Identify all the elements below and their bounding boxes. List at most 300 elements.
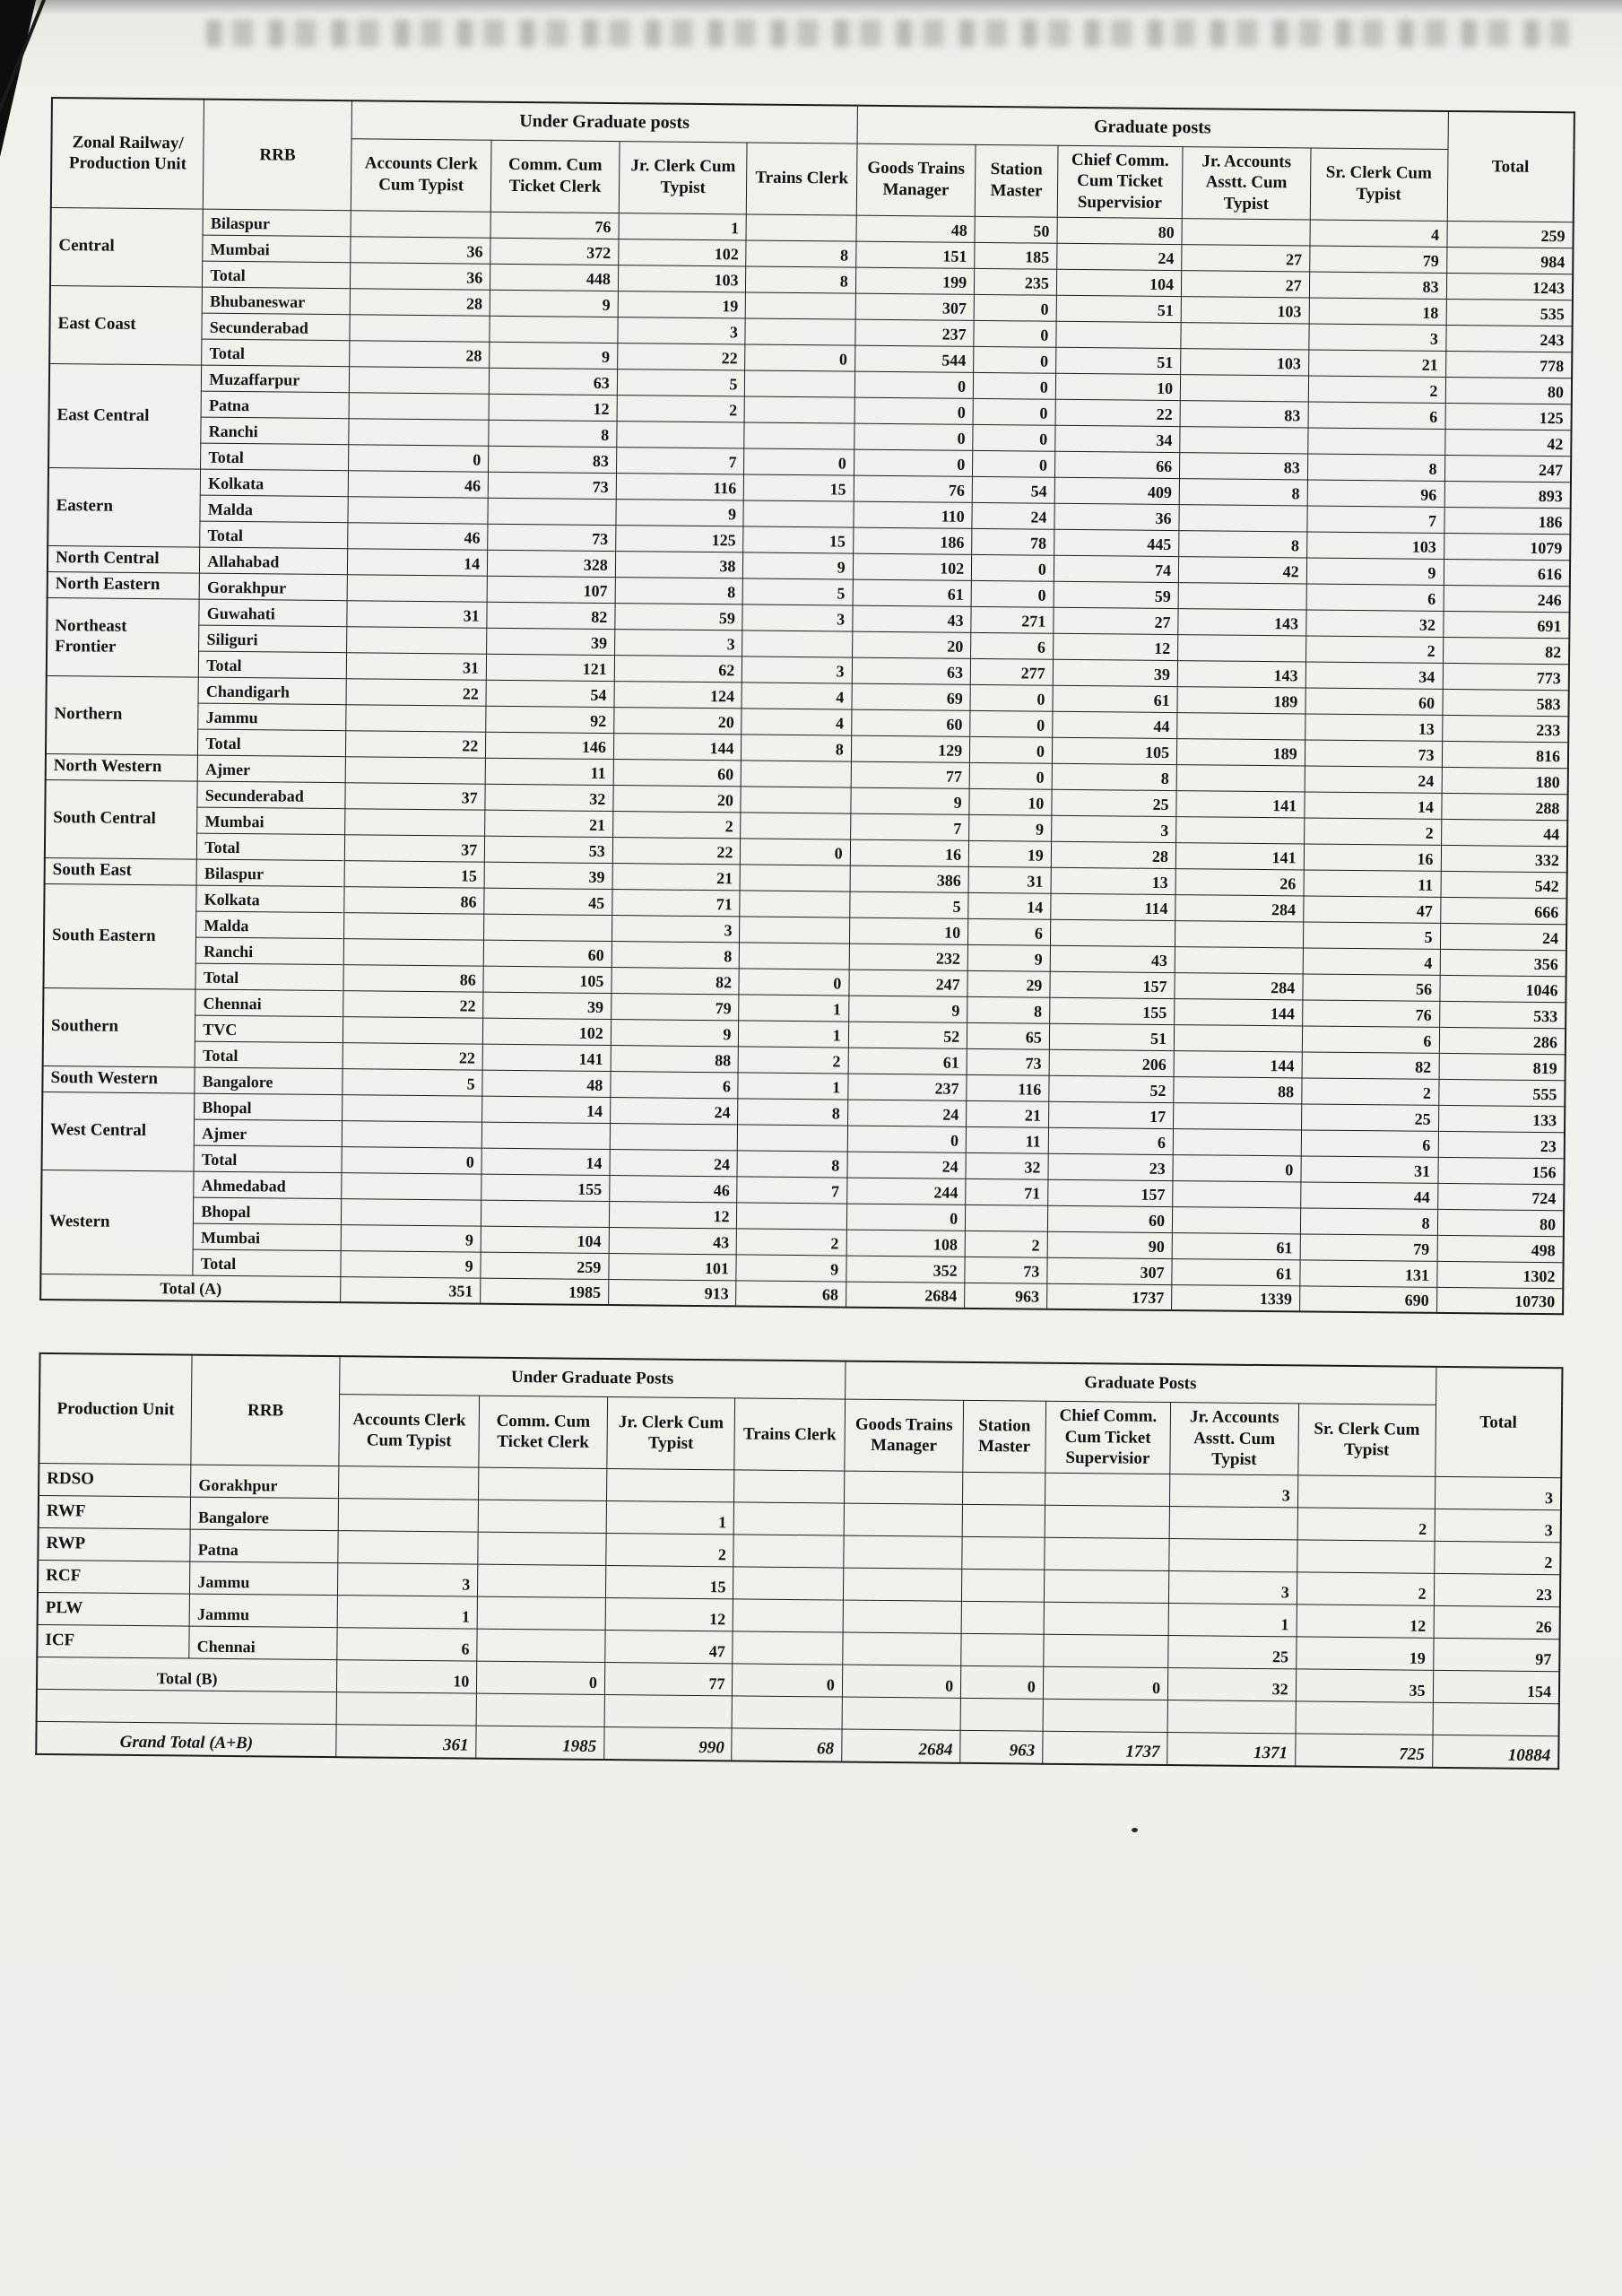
rrb-cell: Kolkata <box>196 885 344 913</box>
value-cell: 52 <box>1049 1075 1175 1102</box>
value-cell: 22 <box>1055 399 1181 426</box>
value-cell: 12 <box>609 1201 737 1228</box>
value-cell: 39 <box>1053 659 1178 686</box>
value-cell: 0 <box>847 1126 967 1152</box>
value-cell: 189 <box>1177 686 1305 713</box>
value-cell: 36 <box>350 262 490 289</box>
value-cell <box>740 943 850 970</box>
value-cell: 246 <box>1444 585 1570 612</box>
value-cell <box>1044 1602 1169 1635</box>
value-cell: 5 <box>1303 922 1440 949</box>
value-cell: 984 <box>1446 247 1573 274</box>
value-cell: 63 <box>490 368 618 395</box>
value-cell: 284 <box>1175 894 1304 921</box>
value-cell: 27 <box>1054 607 1179 634</box>
value-cell: 9 <box>611 1019 739 1046</box>
rrb-cell: Chennai <box>189 1626 337 1660</box>
value-cell: 2 <box>606 1534 734 1567</box>
value-cell: 22 <box>346 678 486 705</box>
production-unit-cell: RWP <box>38 1527 190 1561</box>
total-a-value-cell: 351 <box>341 1276 481 1303</box>
value-cell: 186 <box>853 527 972 554</box>
total-a-label: Total (A) <box>40 1274 341 1302</box>
spacer-cell <box>476 1693 604 1726</box>
value-cell <box>745 370 855 397</box>
rrb-cell: Gorakhpur <box>191 1465 339 1499</box>
value-cell: 4 <box>1303 948 1440 975</box>
value-cell <box>963 1472 1045 1505</box>
value-cell: 54 <box>972 476 1054 503</box>
value-cell: 0 <box>971 580 1054 607</box>
value-cell <box>1178 582 1306 609</box>
zone-cell: Eastern <box>48 467 201 547</box>
value-cell <box>349 392 489 419</box>
value-cell: 3 <box>1051 815 1176 842</box>
value-cell: 24 <box>1440 923 1566 950</box>
value-cell: 773 <box>1443 663 1569 690</box>
rrb-cell: Total <box>197 833 345 861</box>
value-cell <box>843 1568 962 1601</box>
production-unit-table-body <box>36 1463 1561 1768</box>
grand-total-value-cell: 990 <box>604 1727 733 1761</box>
value-cell: 143 <box>1178 608 1306 635</box>
value-cell: 189 <box>1176 738 1305 765</box>
value-cell: 277 <box>970 658 1053 685</box>
value-cell: 819 <box>1439 1053 1566 1080</box>
value-cell: 3 <box>614 629 742 656</box>
rrb-cell: Secunderabad <box>202 313 350 341</box>
value-cell: 121 <box>486 654 614 681</box>
value-cell: 25 <box>1168 1636 1297 1669</box>
value-cell: 25 <box>1301 1104 1438 1131</box>
value-cell: 5 <box>343 1068 482 1095</box>
value-cell <box>738 1125 848 1152</box>
value-cell: 74 <box>1054 555 1179 582</box>
value-cell: 1046 <box>1439 975 1566 1002</box>
value-cell <box>744 422 854 449</box>
value-cell: 51 <box>1056 295 1182 322</box>
value-cell <box>349 366 489 393</box>
value-cell <box>481 1200 610 1227</box>
value-cell <box>1044 1570 1169 1603</box>
value-cell: 2 <box>1304 818 1441 845</box>
col-header-station-master: Station Master <box>963 1400 1045 1473</box>
col-header-goods-trains-manager: Goods Trains Manager <box>856 144 976 217</box>
value-cell: 12 <box>489 394 617 421</box>
value-cell: 9 <box>490 290 618 317</box>
value-cell <box>961 1601 1044 1634</box>
value-cell: 59 <box>615 603 743 630</box>
spacer-cell <box>336 1692 477 1726</box>
total-a-value-cell: 2684 <box>846 1282 965 1309</box>
value-cell: 37 <box>345 782 485 809</box>
rrb-cell: Jammu <box>189 1594 337 1628</box>
value-cell: 23 <box>1048 1153 1174 1180</box>
value-cell: 4 <box>1310 220 1447 247</box>
production-unit-cell: RWF <box>39 1495 191 1529</box>
value-cell: 2 <box>1297 1572 1434 1605</box>
value-cell: 42 <box>1178 556 1306 583</box>
value-cell: 60 <box>1305 688 1443 715</box>
value-cell: 13 <box>1051 867 1176 894</box>
value-cell: 10 <box>969 788 1052 815</box>
value-cell <box>343 1016 482 1043</box>
value-cell: 199 <box>855 267 975 294</box>
value-cell: 141 <box>1175 842 1304 869</box>
value-cell: 79 <box>611 993 739 1020</box>
total-b-value-cell: 77 <box>604 1663 733 1696</box>
value-cell: 50 <box>975 216 1057 243</box>
rrb-cell: Secunderabad <box>197 781 345 809</box>
zone-cell: Northeast Frontier <box>47 597 200 677</box>
value-cell: 20 <box>613 785 742 812</box>
zone-cell: North Eastern <box>48 571 200 599</box>
col-header-trains-clerk: Trains Clerk <box>747 142 857 214</box>
value-cell: 22 <box>343 990 483 1017</box>
grand-total-value-cell: 963 <box>960 1730 1043 1763</box>
value-cell: 76 <box>1302 1000 1439 1027</box>
value-cell: 24 <box>1305 766 1442 793</box>
value-cell: 102 <box>483 1018 612 1045</box>
value-cell: 105 <box>483 966 612 993</box>
value-cell: 0 <box>342 1146 481 1173</box>
value-cell: 332 <box>1441 845 1567 872</box>
grand-total-value-cell: 1737 <box>1043 1731 1168 1764</box>
rrb-cell: Mumbai <box>193 1223 341 1251</box>
rrb-cell: Total <box>194 1145 342 1173</box>
value-cell: 20 <box>852 631 971 658</box>
value-cell <box>345 808 485 835</box>
zone-cell: East Central <box>48 363 202 469</box>
value-cell <box>490 316 618 343</box>
value-cell: 2 <box>1308 376 1445 403</box>
spacer-cell <box>733 1696 843 1729</box>
value-cell <box>479 1467 607 1500</box>
value-cell <box>1169 1507 1297 1540</box>
rrb-cell: Ahmedabad <box>194 1171 342 1199</box>
col-header-zonal-railway: Zonal Railway/ Production Unit <box>51 98 204 209</box>
value-cell: 0 <box>741 839 851 865</box>
value-cell: 0 <box>854 423 973 450</box>
col-header-jr-accounts-asstt-cum-typist: Jr. Accounts Asstt. Cum Typist <box>1170 1402 1298 1475</box>
value-cell: 0 <box>970 736 1053 763</box>
value-cell: 144 <box>1175 998 1303 1025</box>
value-cell: 101 <box>609 1253 737 1280</box>
value-cell: 23 <box>1438 1131 1565 1158</box>
value-cell: 445 <box>1054 529 1179 556</box>
value-cell: 8 <box>737 1151 847 1178</box>
value-cell: 6 <box>1048 1127 1174 1154</box>
value-cell: 6 <box>971 632 1054 659</box>
value-cell: 1243 <box>1446 273 1573 300</box>
value-cell: 284 <box>1175 972 1303 999</box>
value-cell: 18 <box>1309 298 1446 325</box>
value-cell: 0 <box>854 397 974 424</box>
rrb-cell: Ajmer <box>197 755 345 783</box>
value-cell: 151 <box>855 241 975 268</box>
grand-total-label: Grand Total (A+B) <box>36 1721 336 1756</box>
value-cell: 0 <box>970 710 1053 737</box>
value-cell: 9 <box>967 944 1050 971</box>
rrb-cell: Bangalore <box>195 1067 343 1095</box>
spacer-cell <box>37 1689 337 1724</box>
total-b-value-cell: 0 <box>842 1665 961 1698</box>
value-cell <box>746 214 856 241</box>
rrb-cell: Jammu <box>198 703 346 731</box>
value-cell: 237 <box>855 319 975 346</box>
zone-cell: North Western <box>46 753 198 781</box>
value-cell: 71 <box>612 889 741 916</box>
value-cell: 2 <box>1434 1541 1560 1574</box>
value-cell: 9 <box>969 814 1052 841</box>
col-header-total: Total <box>1447 111 1574 222</box>
total-b-value-cell: 0 <box>961 1665 1044 1699</box>
value-cell <box>1177 712 1305 739</box>
value-cell: 42 <box>1444 429 1571 456</box>
value-cell: 288 <box>1441 793 1567 820</box>
value-cell <box>1181 322 1309 349</box>
value-cell: 14 <box>968 892 1051 919</box>
value-cell: 107 <box>487 576 615 603</box>
value-cell <box>740 865 850 891</box>
value-cell: 7 <box>616 447 744 474</box>
value-cell: 43 <box>1050 945 1175 972</box>
value-cell <box>1173 1180 1301 1207</box>
value-cell: 28 <box>350 288 490 315</box>
value-cell: 24 <box>610 1149 738 1176</box>
rrb-cell: Guwahati <box>199 599 347 627</box>
value-cell: 27 <box>1181 270 1309 297</box>
value-cell: 90 <box>1047 1231 1173 1258</box>
value-cell: 286 <box>1439 1027 1566 1054</box>
value-cell: 0 <box>973 424 1055 451</box>
value-cell: 19 <box>1296 1637 1433 1670</box>
value-cell: 2 <box>1297 1508 1435 1541</box>
value-cell: 29 <box>967 970 1050 997</box>
spacer-cell <box>604 1695 733 1728</box>
col-header-jr-accounts-asstt-cum-typist: Jr. Accounts Asstt. Cum Typist <box>1182 146 1310 220</box>
value-cell <box>962 1504 1045 1537</box>
value-cell: 125 <box>1445 403 1572 430</box>
value-cell: 32 <box>485 784 613 811</box>
value-cell: 15 <box>743 526 854 553</box>
value-cell: 52 <box>848 1022 967 1048</box>
rrb-cell: Bilaspur <box>196 859 344 887</box>
value-cell: 14 <box>481 1148 610 1175</box>
value-cell: 8 <box>746 266 856 293</box>
value-cell: 2 <box>739 1047 849 1074</box>
total-b-value-cell: 32 <box>1167 1668 1296 1701</box>
value-cell <box>347 626 487 653</box>
value-cell <box>1045 1473 1170 1506</box>
col-header-trains-clerk: Trains Clerk <box>734 1398 845 1471</box>
value-cell: 82 <box>487 602 615 629</box>
value-cell: 583 <box>1442 689 1568 716</box>
total-a-value-cell: 1985 <box>481 1278 609 1305</box>
value-cell: 22 <box>617 343 745 370</box>
value-cell: 12 <box>1297 1605 1434 1638</box>
value-cell: 4 <box>742 709 852 735</box>
value-cell: 6 <box>1302 1026 1439 1053</box>
value-cell: 8 <box>1179 530 1307 557</box>
value-cell <box>1297 1475 1435 1509</box>
grand-total-value-cell: 2684 <box>841 1729 960 1762</box>
value-cell: 893 <box>1444 481 1571 508</box>
value-cell: 8 <box>1179 478 1307 505</box>
rrb-cell: Total <box>201 443 349 471</box>
value-cell: 46 <box>348 470 488 497</box>
value-cell: 8 <box>1052 763 1177 790</box>
value-cell: 34 <box>1055 425 1181 452</box>
value-cell: 31 <box>347 600 487 627</box>
col-header-jr-clerk-cum-typist: Jr. Clerk Cum Typist <box>607 1396 735 1470</box>
value-cell: 56 <box>1303 974 1440 1001</box>
value-cell: 38 <box>615 551 743 578</box>
value-cell: 103 <box>1306 532 1444 559</box>
value-cell: 0 <box>973 372 1055 399</box>
value-cell <box>349 418 489 445</box>
value-cell: 307 <box>1047 1257 1173 1284</box>
value-cell: 102 <box>853 553 972 580</box>
value-cell <box>733 1567 844 1600</box>
value-cell: 14 <box>482 1096 611 1123</box>
production-unit-cell: PLW <box>38 1592 190 1626</box>
value-cell <box>745 318 855 345</box>
value-cell <box>1182 218 1310 245</box>
value-cell: 14 <box>347 548 487 575</box>
value-cell: 125 <box>615 525 743 552</box>
value-cell: 21 <box>612 863 741 890</box>
value-cell: 1079 <box>1444 533 1570 560</box>
value-cell: 16 <box>1304 844 1441 871</box>
value-cell: 6 <box>1306 584 1444 611</box>
value-cell <box>1045 1537 1170 1570</box>
value-cell: 0 <box>854 371 974 398</box>
value-cell <box>488 498 616 525</box>
spacer-cell <box>842 1697 961 1730</box>
value-cell <box>844 1535 963 1569</box>
value-cell: 69 <box>852 683 971 710</box>
value-cell: 105 <box>1052 737 1177 764</box>
value-cell: 9 <box>341 1224 481 1251</box>
rrb-cell: Patna <box>201 391 349 419</box>
value-cell <box>740 891 850 918</box>
rrb-cell: Gorakhpur <box>199 573 347 601</box>
value-cell: 307 <box>855 293 975 320</box>
value-cell: 48 <box>856 215 976 242</box>
value-cell <box>1176 816 1305 843</box>
value-cell <box>741 787 851 813</box>
value-cell: 27 <box>1182 244 1310 271</box>
rrb-cell: Chandigarh <box>198 677 346 705</box>
value-cell: 186 <box>1444 507 1570 534</box>
rrb-cell: Total <box>198 729 346 757</box>
value-cell: 102 <box>619 239 747 265</box>
value-cell: 88 <box>611 1045 739 1072</box>
value-cell: 498 <box>1437 1235 1564 1262</box>
value-cell: 352 <box>846 1256 966 1283</box>
value-cell: 247 <box>1444 455 1571 482</box>
value-cell: 6 <box>968 918 1051 945</box>
value-cell: 16 <box>850 839 969 866</box>
value-cell: 78 <box>972 528 1054 555</box>
value-cell: 9 <box>736 1255 846 1282</box>
value-cell: 0 <box>972 554 1054 581</box>
value-cell: 60 <box>1047 1205 1173 1232</box>
value-cell: 9 <box>1306 558 1444 585</box>
value-cell: 114 <box>1051 893 1176 920</box>
value-cell: 7 <box>737 1177 847 1204</box>
ink-dot <box>1132 1828 1138 1832</box>
col-header-chief-comm-cum-ticket-supervisior: Chief Comm. Cum Ticket Supervisior <box>1045 1401 1171 1474</box>
total-a-value-cell: 10730 <box>1436 1287 1563 1314</box>
value-cell: 3 <box>1170 1474 1298 1508</box>
value-cell: 31 <box>968 866 1051 893</box>
value-cell: 11 <box>966 1126 1048 1153</box>
value-cell: 157 <box>1050 971 1175 998</box>
value-cell: 0 <box>349 444 489 471</box>
value-cell: 0 <box>969 762 1052 789</box>
value-cell: 25 <box>1052 789 1177 816</box>
value-cell <box>350 314 490 341</box>
value-cell: 7 <box>850 813 969 840</box>
value-cell: 19 <box>968 840 1051 867</box>
value-cell: 97 <box>1433 1638 1559 1671</box>
value-cell: 1 <box>739 1021 849 1048</box>
value-cell: 36 <box>351 236 490 263</box>
value-cell: 155 <box>481 1174 610 1201</box>
value-cell: 110 <box>854 501 973 528</box>
rrb-cell: TVC <box>195 1015 343 1043</box>
value-cell: 82 <box>1443 637 1569 664</box>
value-cell <box>1044 1634 1169 1667</box>
value-cell <box>1045 1505 1170 1538</box>
value-cell <box>481 1122 610 1149</box>
value-cell: 22 <box>343 1042 482 1069</box>
value-cell: 76 <box>490 212 619 239</box>
value-cell: 5 <box>743 578 854 605</box>
rrb-cell: Total <box>200 521 348 549</box>
value-cell <box>477 1629 605 1662</box>
value-cell: 79 <box>1309 246 1446 273</box>
value-cell: 46 <box>610 1175 738 1202</box>
value-cell: 0 <box>745 344 855 371</box>
value-cell <box>737 1203 847 1230</box>
value-cell: 19 <box>618 291 746 317</box>
value-cell: 73 <box>1305 740 1442 767</box>
value-cell <box>484 914 612 941</box>
value-cell <box>734 1502 845 1535</box>
value-cell <box>478 1532 606 1565</box>
value-cell: 356 <box>1440 949 1566 976</box>
value-cell: 0 <box>1173 1154 1301 1181</box>
value-cell: 6 <box>611 1071 739 1098</box>
col-header-station-master: Station Master <box>975 144 1057 217</box>
rrb-cell: Mumbai <box>203 235 351 263</box>
value-cell: 131 <box>1300 1260 1437 1287</box>
value-cell: 73 <box>965 1257 1047 1283</box>
value-cell <box>338 1531 479 1564</box>
value-cell: 206 <box>1049 1049 1175 1076</box>
value-cell: 88 <box>1174 1076 1302 1103</box>
value-cell: 533 <box>1439 1001 1566 1028</box>
value-cell: 73 <box>488 524 616 551</box>
value-cell: 12 <box>605 1598 733 1631</box>
value-cell: 11 <box>1304 870 1441 897</box>
value-cell: 61 <box>848 1048 967 1074</box>
value-cell: 61 <box>1172 1232 1300 1259</box>
value-cell: 92 <box>486 706 614 733</box>
